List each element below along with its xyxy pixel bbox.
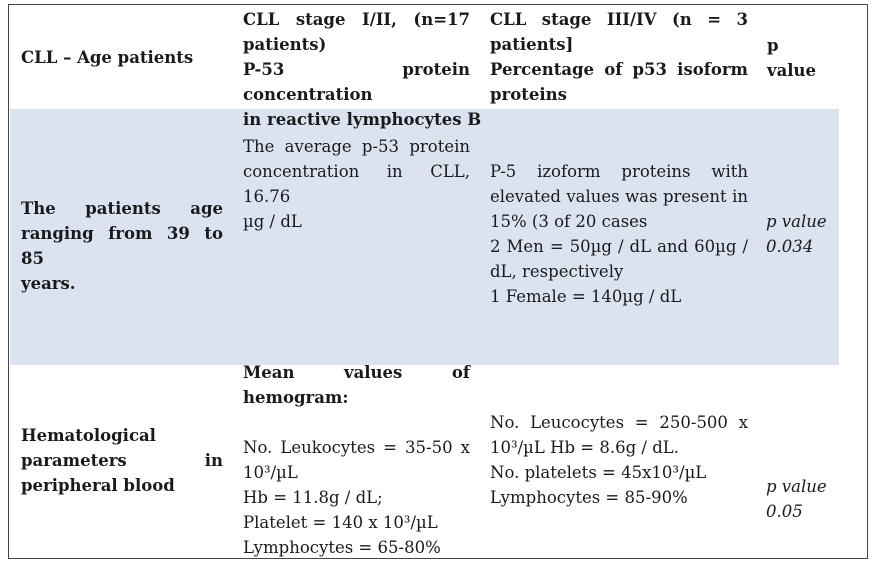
row2-stage-3-4-line: No. Leucocytes = 250-500 x — [490, 413, 748, 432]
data-table — [8, 4, 868, 559]
header-stage-1-2-line: in reactive lymphocytes B — [243, 110, 482, 129]
header-p-value-line: value — [767, 61, 817, 80]
header-stage-3-4-line: proteins — [490, 85, 567, 104]
header-stage-3-4-line: patients] — [490, 35, 574, 54]
row1-isoform-line: elevated values was present in — [490, 187, 748, 206]
row1-age-range-line: The patients age — [21, 199, 223, 218]
header-stage-1-2 — [243, 7, 482, 132]
row1-age-range-line: years. — [21, 274, 76, 293]
row2-hematological-line: parameters in — [21, 451, 223, 470]
header-stage-3-4 — [490, 7, 748, 107]
row2-hematological — [21, 423, 223, 498]
row2-hematological-line: peripheral blood — [21, 476, 175, 495]
row2-p-value — [766, 474, 838, 524]
header-stage-3-4-line: CLL stage III/IV (n = 3 — [490, 10, 748, 29]
row1-isoform-line: P-5 izoform proteins with — [490, 162, 748, 181]
row1-p-value — [766, 209, 838, 259]
row1-p53-average-line: µg / dL — [243, 212, 302, 231]
row2-hemogram-line: Lymphocytes = 65-80% — [243, 538, 441, 557]
row2-p-value-line: 0.05 — [766, 502, 803, 521]
row2-hemogram-line: Hb = 11.8g / dL; — [243, 488, 383, 507]
row2-hemogram-line: Mean values of — [243, 363, 470, 382]
row2-stage-3-4-line: Lymphocytes = 85-90% — [490, 488, 688, 507]
header-p-value-line: p — [767, 36, 779, 55]
row1-isoform-line: 15% (3 of 20 cases — [490, 212, 648, 231]
row1-age-range — [21, 196, 223, 296]
row1-p53-average — [243, 134, 470, 234]
row1-isoform-line: 1 Female = 140µg / dL — [490, 287, 682, 306]
row1-p53-average-line: The average p-53 protein — [243, 137, 470, 156]
row2-stage-3-4-line: No. platelets = 45x10³/µL — [490, 463, 707, 482]
header-stage-1-2-line: CLL stage I/II, (n=17 — [243, 10, 470, 29]
row2-stage-3-4-hemogram — [490, 410, 748, 510]
header-stage-1-2-line: P-53 protein concentration — [243, 60, 470, 104]
header-age-patients — [21, 45, 221, 70]
row2-hematological-line: Hematological — [21, 426, 156, 445]
row2-hemogram-line: hemogram: — [243, 388, 349, 407]
row1-age-range-line: ranging from 39 to 85 — [21, 224, 223, 268]
row2-hemogram-line: 10³/µL — [243, 463, 298, 482]
row2-p-value-line: p value — [766, 477, 827, 496]
header-stage-3-4-line: Percentage of p53 isoform — [490, 60, 748, 79]
header-age-patients-text: CLL – Age patients — [21, 48, 194, 67]
row1-isoform-line: 2 Men = 50µg / dL and 60µg / — [490, 237, 748, 256]
row1-isoform-line: dL, respectively — [490, 262, 624, 281]
row1-p-value-line: 0.034 — [766, 237, 814, 256]
row1-p-value-line: p value — [766, 212, 827, 231]
row2-stage-1-2-hemogram — [243, 360, 470, 560]
header-p-value — [767, 33, 837, 83]
header-stage-1-2-line: patients) — [243, 35, 327, 54]
row2-stage-3-4-line: 10³/µL Hb = 8.6g / dL. — [490, 438, 679, 457]
row1-p53-average-line: concentration in CLL, 16.76 — [243, 162, 470, 206]
row2-hemogram-line: No. Leukocytes = 35-50 x — [243, 438, 470, 457]
row2-hemogram-line: Platelet = 140 x 10³/µL — [243, 513, 438, 532]
row1-isoform-proteins — [490, 159, 748, 309]
